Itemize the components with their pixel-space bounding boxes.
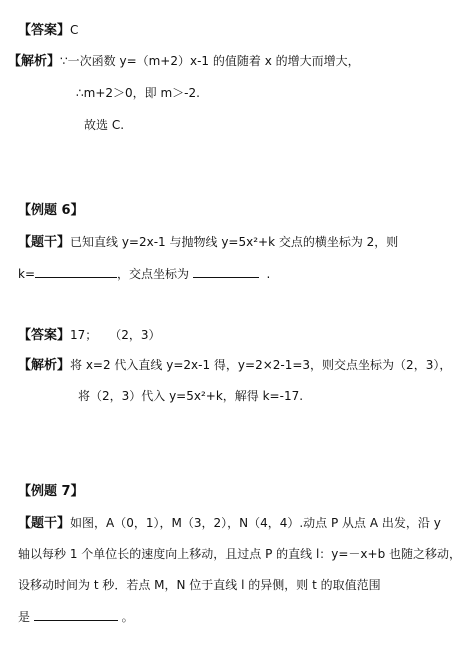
analysis-row <box>8 53 360 70</box>
example-7-stem-line-3: 设移动时间为 t 秒．若点 M，N 位于直线 l 的异侧，则 t 的取值范围 <box>18 578 381 592</box>
stem-line-1: 如图，A（0，1），M（3，2），N（4，4）.动点 P 从点 A 出发，沿 y <box>70 516 441 530</box>
analysis-line-2: ∴m+2＞0，即 m＞-2. <box>76 86 200 100</box>
answer-label: 【答案】 <box>18 328 71 343</box>
analysis-line-3: 故选 C. <box>84 118 125 132</box>
example-7-title: 【例题 7】 <box>18 484 84 499</box>
analysis-label: 【解析】 <box>18 358 71 373</box>
stem-prefix: k= <box>18 267 36 281</box>
example-7-stem-line-2: 轴以每秒 1 个单位长的速度向上移动，且过点 P 的直线 l：y=－x+b 也随之移动， <box>18 547 462 561</box>
answer-blank-2 <box>193 265 259 278</box>
analysis-6-line-2: 将（2，3）代入 y=5x²+k，解得 k=-17. <box>78 389 304 403</box>
example-7-stem-line-4 <box>18 608 134 625</box>
stem-middle: ，交点坐标为 <box>117 267 190 281</box>
stem-prefix: 是 <box>18 610 31 624</box>
example-7-stem <box>18 515 441 532</box>
example-6-stem <box>18 234 398 251</box>
stem-end: 。 <box>121 610 134 624</box>
stem-label: 【题干】 <box>18 516 71 531</box>
answer-6-row <box>18 327 161 344</box>
answer-value: 17； （2，3） <box>70 328 161 342</box>
answer-row <box>18 22 78 39</box>
answer-value: C <box>70 23 79 37</box>
analysis-line-1: ∵一次函数 y=（m+2）x-1 的值随着 x 的增大而增大， <box>60 54 360 68</box>
stem-line-1: 已知直线 y=2x-1 与抛物线 y=5x²+k 交点的横坐标为 2，则 <box>70 235 399 249</box>
answer-blank <box>34 608 118 621</box>
example-6-title: 【例题 6】 <box>18 203 84 218</box>
analysis-6-row <box>18 357 451 374</box>
analysis-label: 【解析】 <box>8 54 61 69</box>
answer-label: 【答案】 <box>18 23 71 38</box>
analysis-line-1: 将 x=2 代入直线 y=2x-1 得，y=2×2-1=3，则交点坐标为（2，3）， <box>70 358 452 372</box>
stem-label: 【题干】 <box>18 235 71 250</box>
answer-blank-1 <box>35 265 117 278</box>
stem-end: . <box>266 267 271 281</box>
example-6-stem-line-2 <box>18 265 270 282</box>
